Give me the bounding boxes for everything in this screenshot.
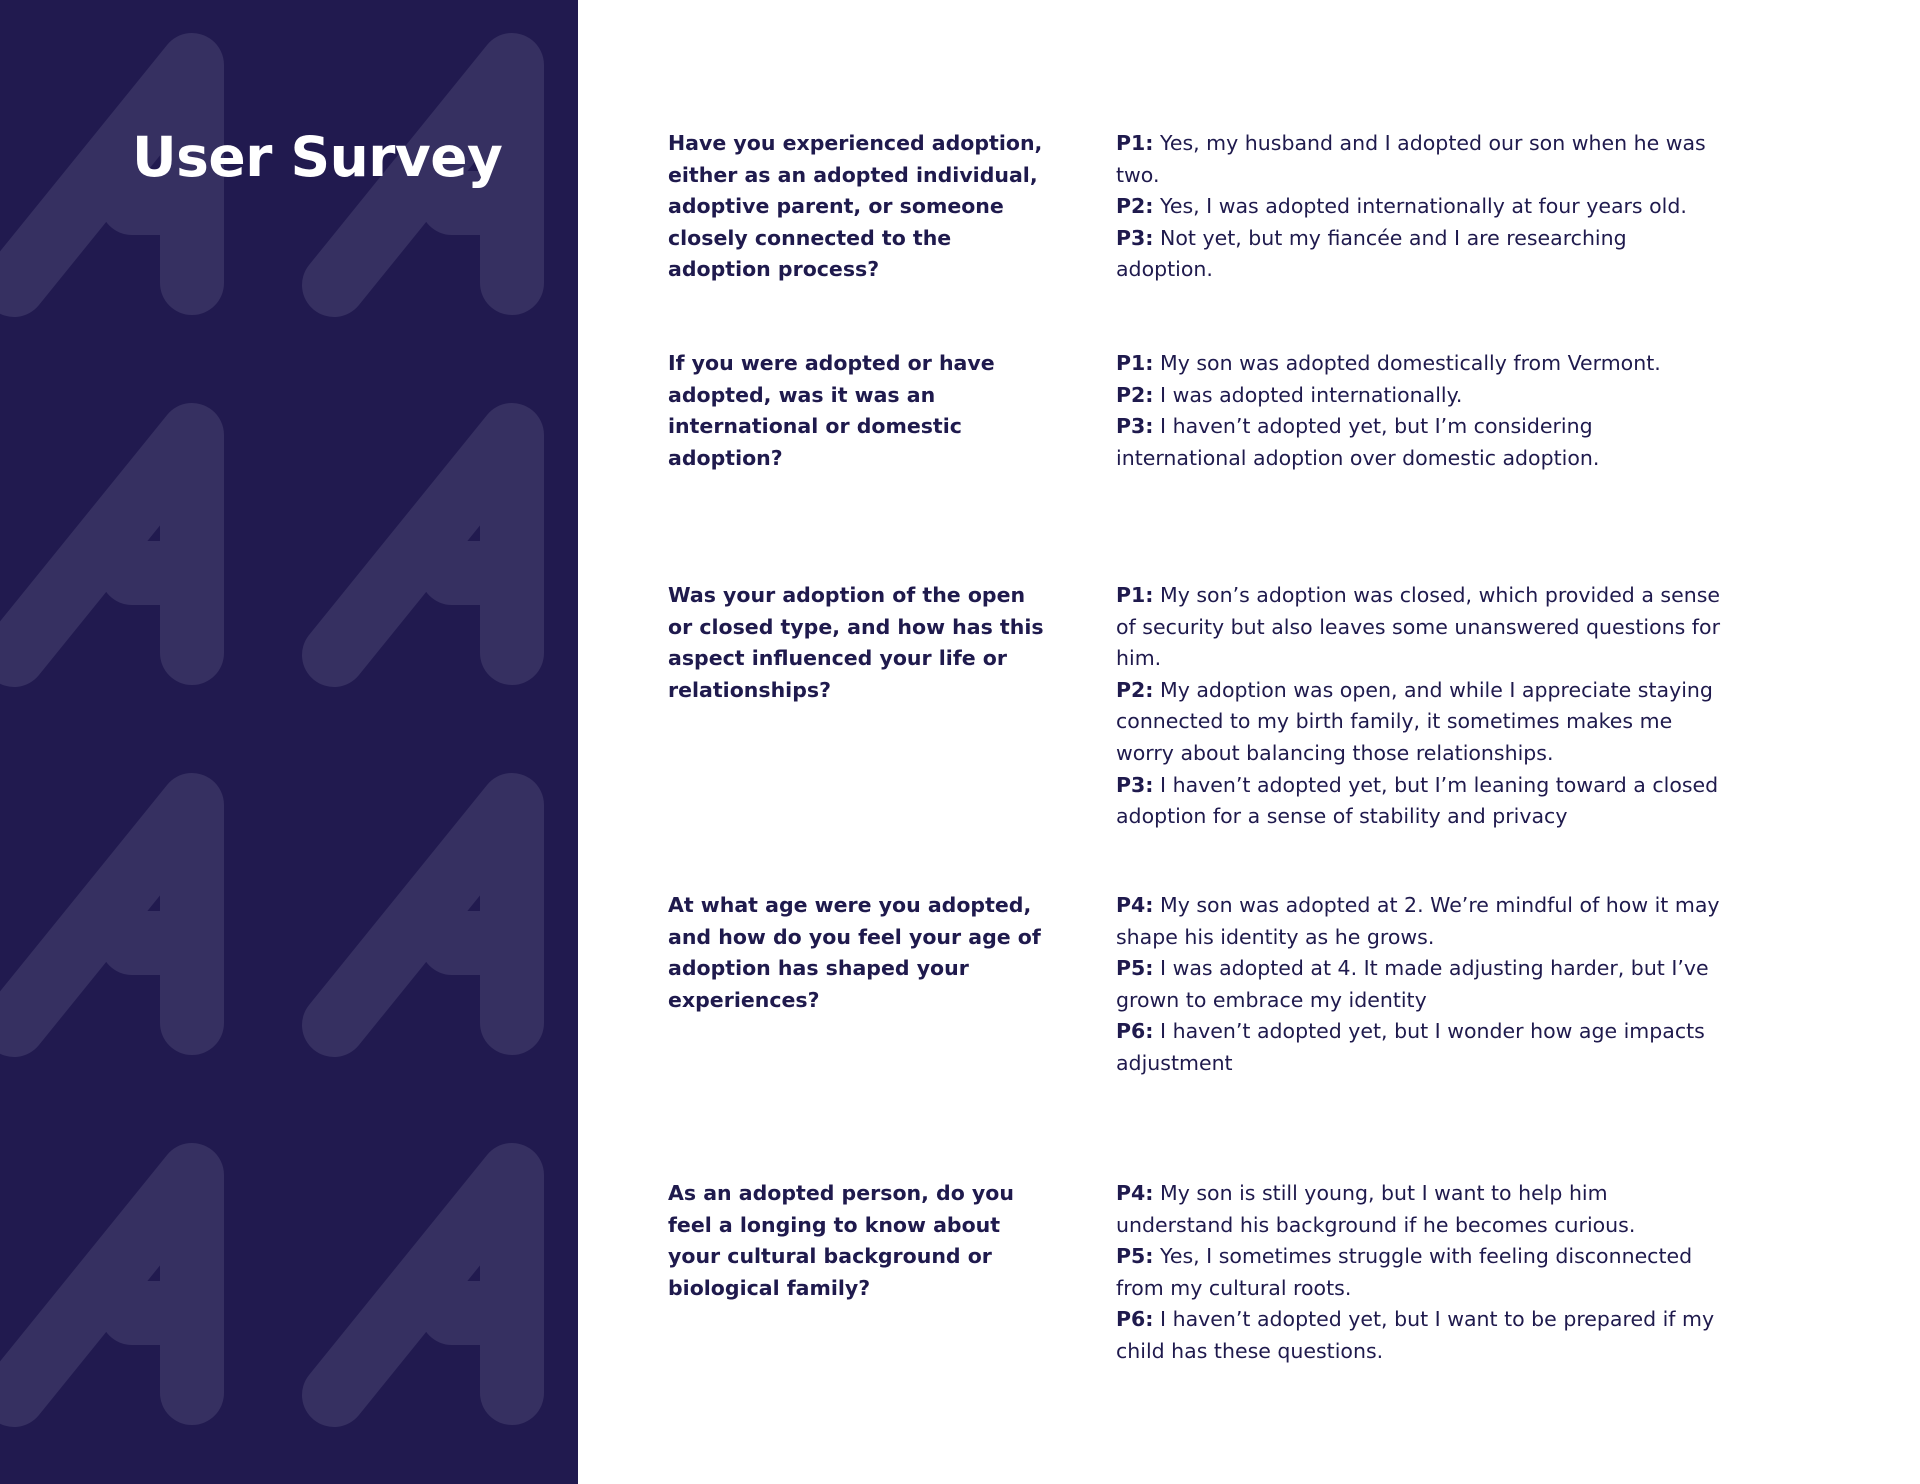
answer-item	[1116, 348, 1721, 380]
participant-id: P3:	[1116, 225, 1154, 250]
participant-id: P2:	[1116, 194, 1154, 219]
participant-id: P2:	[1116, 382, 1154, 407]
answer-list	[1116, 890, 1721, 1080]
answer-text: I haven’t adopted yet, but I want to be prepared if my child has these questions.	[1116, 1307, 1715, 1363]
survey-question: At what age were you adopted, and how do you feel your age of adoption has shaped your experiences?	[668, 893, 1041, 1012]
survey-question: As an adopted person, do you feel a longing to know about your cultural background or biological family?	[668, 1181, 1014, 1300]
answer-text: My adoption was open, and while I appreciate staying connected to my birth family, it sometimes makes me worry about balancing those relationships.	[1116, 677, 1713, 765]
participant-id: P3:	[1116, 772, 1154, 797]
answer-item	[1116, 1241, 1721, 1304]
answer-text: Not yet, but my fiancée and I are researching adoption.	[1116, 225, 1627, 282]
answer-list	[1116, 348, 1721, 474]
answer-item	[1116, 223, 1721, 286]
answer-text: I was adopted at 4. It made adjusting harder, but I’ve grown to embrace my identity	[1116, 956, 1709, 1012]
answer-item	[1116, 953, 1721, 1016]
answer-item	[1116, 1304, 1721, 1367]
survey-question: Have you experienced adoption, either as an adopted individual, adoptive parent, or someone closely connected to the adoption process?	[668, 131, 1043, 282]
answer-text: Yes, my husband and I adopted our son when he was two.	[1116, 131, 1706, 187]
answer-item	[1116, 128, 1721, 191]
survey-question: Was your adoption of the open or closed type, and how has this aspect influenced your life or relationships?	[668, 583, 1044, 702]
answer-text: Yes, I sometimes struggle with feeling disconnected from my cultural roots.	[1116, 1244, 1693, 1300]
participant-id: P5:	[1116, 1244, 1154, 1269]
answer-item	[1116, 890, 1721, 953]
answer-list	[1116, 580, 1721, 833]
answer-item	[1116, 1178, 1721, 1241]
answer-text: Yes, I was adopted internationally at four years old.	[1160, 194, 1687, 219]
participant-id: P3:	[1116, 414, 1154, 439]
answer-item	[1116, 1016, 1721, 1079]
participant-id: P1:	[1116, 131, 1154, 155]
answer-text: My son was adopted domestically from Vermont.	[1160, 351, 1661, 375]
survey-content	[668, 0, 1920, 1484]
answer-text: My son’s adoption was closed, which provided a sense of security but also leaves some unanswered questions for him.	[1116, 583, 1720, 671]
answer-text: I was adopted internationally.	[1160, 382, 1463, 407]
answer-text: I haven’t adopted yet, but I wonder how age impacts adjustment	[1116, 1019, 1705, 1075]
answer-item	[1116, 675, 1721, 770]
answer-item	[1116, 380, 1721, 412]
participant-id: P1:	[1116, 351, 1154, 375]
answer-text: I haven’t adopted yet, but I’m leaning toward a closed adoption for a sense of stability and privacy	[1116, 772, 1719, 829]
answer-list	[1116, 1178, 1721, 1368]
page-title: User Survey	[132, 125, 503, 189]
survey-question: If you were adopted or have adopted, was it was an international or domestic adoption?	[668, 351, 995, 470]
letter-a-pattern-icon	[0, 0, 578, 1484]
answer-list	[1116, 128, 1721, 286]
answer-text: My son is still young, but I want to help him understand his background if he becomes curious.	[1116, 1181, 1636, 1237]
answer-item	[1116, 770, 1721, 833]
participant-id: P6:	[1116, 1307, 1154, 1332]
participant-id: P1:	[1116, 583, 1154, 607]
sidebar-panel	[0, 0, 578, 1484]
answer-item	[1116, 411, 1721, 474]
answer-text: I haven’t adopted yet, but I’m considering international adoption over domestic adoption.	[1116, 414, 1600, 470]
answer-text: My son was adopted at 2. We’re mindful of how it may shape his identity as he grows.	[1116, 893, 1720, 949]
participant-id: P4:	[1116, 1181, 1154, 1205]
participant-id: P5:	[1116, 956, 1154, 981]
participant-id: P4:	[1116, 893, 1154, 917]
answer-item	[1116, 580, 1721, 675]
participant-id: P2:	[1116, 677, 1154, 702]
answer-item	[1116, 191, 1721, 223]
participant-id: P6:	[1116, 1019, 1154, 1044]
